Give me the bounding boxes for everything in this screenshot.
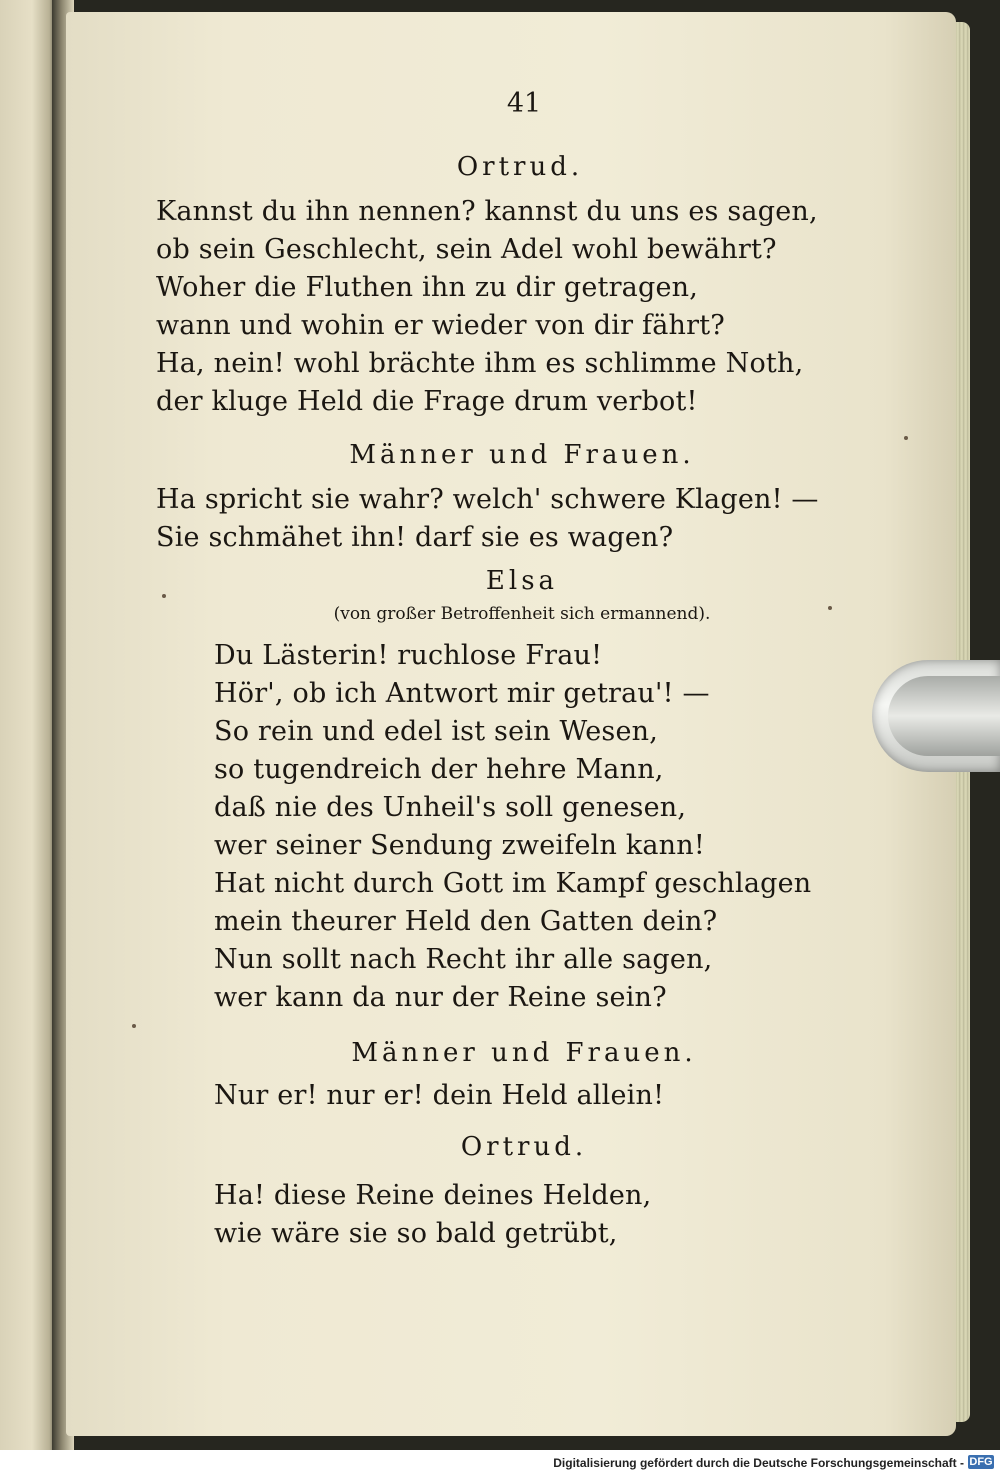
verse-line: so tugendreich der hehre Mann, [214,754,664,785]
verse-line: ob sein Geschlecht, sein Adel wohl bewährt? [156,234,777,265]
footer-bar [0,1450,1000,1476]
dfg-logo: DFG [969,1456,993,1468]
page-clip-highlight [888,676,1000,756]
paper-speck [132,1024,136,1028]
speaker-maenner-und-frauen: Männer und Frauen. [349,440,695,470]
verse-line: Woher die Fluthen ihn zu dir getragen, [156,272,699,303]
verse-line: Ha spricht sie wahr? welch' schwere Klagen! — [156,484,819,515]
paper-speck [162,594,166,598]
verse-line: Du Lästerin! ruchlose Frau! [214,640,603,671]
verse-line: wer kann da nur der Reine sein? [214,982,667,1013]
verse-line: Nun sollt nach Recht ihr alle sagen, [214,944,713,975]
speaker-elsa: Elsa [485,566,559,596]
verse-line: wie wäre sie so bald getrübt, [214,1218,618,1249]
verse-line: Nur er! nur er! dein Held allein! [214,1080,665,1111]
speaker-maenner-und-frauen: Männer und Frauen. [351,1038,697,1068]
speaker-ortrud: Ortrud. [460,1132,588,1162]
verse-line: wann und wohin er wieder von dir fährt? [156,310,725,341]
verse-line: Hat nicht durch Gott im Kampf geschlagen [214,868,812,899]
paper-speck [904,436,908,440]
verse-line: Hör', ob ich Antwort mir getrau'! — [214,678,710,709]
verse-line: Kannst du ihn nennen? kannst du uns es sagen, [156,196,818,227]
verse-line: der kluge Held die Frage drum verbot! [156,386,698,417]
paper-speck [828,606,832,610]
page-number: 41 [506,88,542,119]
stage-direction: (von großer Betroffenheit sich ermannend). [333,604,711,624]
verse-line: Ha, nein! wohl brächte ihm es schlimme Noth, [156,348,804,379]
verse-line: Sie schmähet ihn! darf sie es wagen? [156,522,674,553]
verse-line: Ha! diese Reine deines Helden, [214,1180,652,1211]
verse-line: daß nie des Unheil's soll genesen, [214,792,687,823]
verse-line: So rein und edel ist sein Wesen, [214,716,659,747]
verse-line: mein theurer Held den Gatten dein? [214,906,718,937]
funding-credit: Digitalisierung gefördert durch die Deutsche Forschungsgemeinschaft - [553,1456,964,1470]
verse-line: wer seiner Sendung zweifeln kann! [214,830,705,861]
speaker-ortrud: Ortrud. [456,152,584,182]
